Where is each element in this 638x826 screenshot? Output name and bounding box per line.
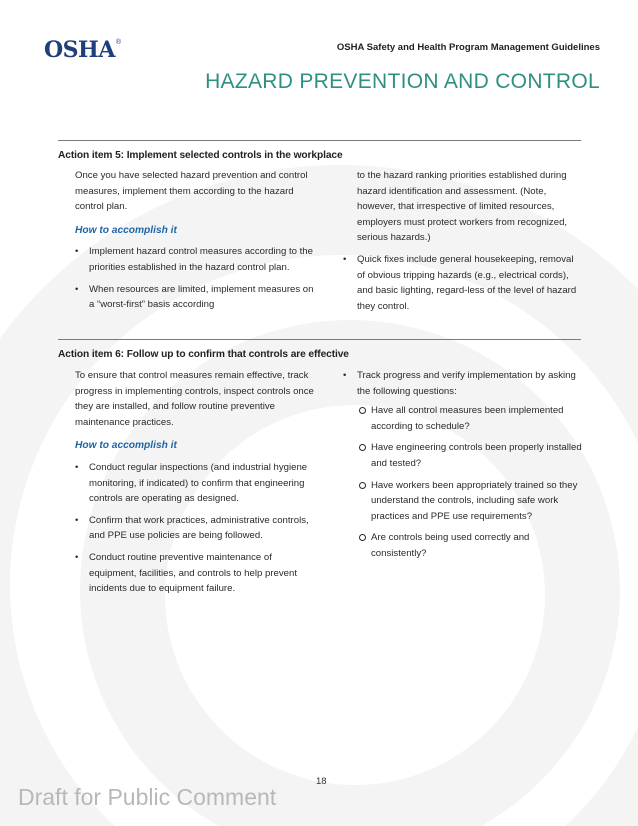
question-item (357, 478, 583, 525)
draft-watermark-label: Draft for Public Comment (18, 784, 277, 810)
question-item (357, 530, 583, 561)
question-list (357, 403, 583, 561)
action-item-5-right-bullet-list (343, 252, 583, 314)
open-circle-bullet-icon (359, 482, 366, 489)
osha-logo-text: OSHA (44, 37, 115, 63)
action-item-6-bullet-list (75, 460, 320, 597)
open-circle-bullet-icon (359, 534, 366, 541)
list-item (75, 282, 315, 313)
question-text: Have engineering controls been properly installed and tested? (371, 442, 582, 469)
osha-logo (44, 38, 121, 66)
bullet-text: Quick fixes include general housekeeping, removal of obvious tripping hazards (e.g., electrical cords), and basic lighting, regard-less of the level of hazard they control. (357, 253, 577, 312)
page-number: 18 (316, 776, 327, 787)
bullet-icon: • (75, 514, 79, 526)
action-item-5-left-column (75, 168, 315, 319)
continued-text: to the hazard ranking priorities established during hazard identification and assessment. (Note, however, that irrespective of limited resources, employers must protect workers from recognized, serious hazards.) (357, 170, 568, 244)
action-item-6-heading: Action item 6: Follow up to confirm that controls are effective (58, 349, 349, 360)
bullet-icon: • (75, 283, 79, 295)
running-head: OSHA Safety and Health Program Management Guidelines (336, 42, 600, 53)
bullet-icon: • (343, 370, 347, 381)
list-item (343, 368, 583, 562)
question-item (357, 403, 583, 434)
question-text: Have workers been appropriately trained so they understand the controls, including safe work practices and PPE use requirements? (371, 479, 578, 522)
bullet-text: Confirm that work practices, administrative controls, and PPE use policies are being followed. (89, 514, 309, 542)
open-circle-bullet-icon (359, 407, 366, 414)
action-item-6-right-column (343, 368, 583, 568)
bullet-text: Conduct routine preventive maintenance of equipment, facilities, and controls to help prevent incidents due to equipment failure. (89, 551, 297, 595)
action-item-6-left-column (75, 368, 320, 603)
list-item (343, 252, 583, 314)
bullet-text: Implement hazard control measures according to the priorities established in the hazard control plan. (89, 246, 313, 273)
registered-mark: ® (115, 39, 122, 46)
question-text: Have all control measures been implemented according to schedule? (371, 405, 564, 432)
action-item-6-intro: To ensure that control measures remain effective, track progress in implementing controls, inspect controls once they are installed, and follow routine preventive maintenance practices. (75, 370, 314, 428)
bullet-icon: • (75, 246, 79, 258)
bullet-text: Conduct regular inspections (and industrial hygiene monitoring, if indicated) to confirm that engineering controls are operating as designed. (89, 461, 308, 505)
action-item-5-bullet-list (75, 244, 315, 312)
action-item-5-intro: Once you have selected hazard prevention and control measures, implement them according to the hazard control plan. (75, 170, 308, 213)
list-item (75, 513, 320, 544)
bullet-icon: • (343, 253, 347, 265)
bullet-text: When resources are limited, implement measures on a “worst-first” basis according (89, 283, 314, 311)
section-divider-1 (58, 140, 581, 141)
list-item (75, 244, 315, 275)
question-text: Are controls being used correctly and consistently? (371, 532, 530, 559)
how-to-accomplish-heading: How to accomplish it (75, 440, 177, 452)
list-item (75, 460, 320, 507)
bullet-icon: • (75, 461, 79, 473)
question-item (357, 440, 583, 471)
open-circle-bullet-icon (359, 444, 366, 451)
how-to-accomplish-heading: How to accomplish it (75, 224, 177, 236)
action-item-5-right-column (343, 168, 583, 320)
action-item-6-right-bullet-list (343, 368, 583, 562)
bullet-icon: • (75, 551, 79, 563)
list-item (75, 550, 320, 597)
section-divider-2 (58, 339, 581, 340)
action-item-5-heading: Action item 5: Implement selected controls in the workplace (58, 150, 343, 161)
section-title: HAZARD PREVENTION AND CONTROL (205, 70, 600, 93)
bullet-text: Track progress and verify implementation by asking the following questions: (357, 370, 576, 397)
